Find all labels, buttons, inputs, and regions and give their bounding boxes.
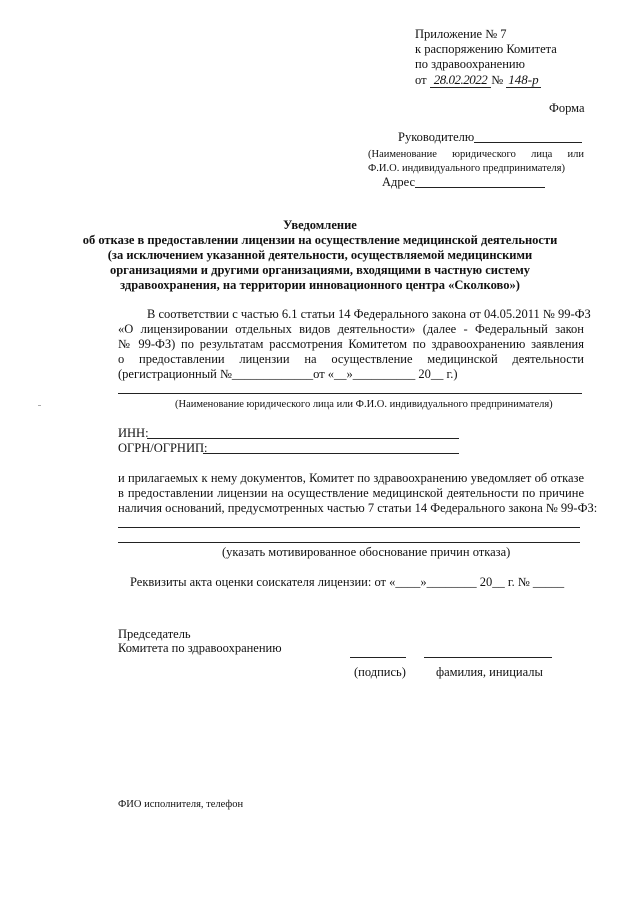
name-label: фамилия, инициалы [436, 665, 543, 679]
ogrn-line [203, 453, 459, 454]
signature-position-2: Комитета по здравоохранению [118, 641, 282, 655]
title-line-1: Уведомление [283, 218, 357, 232]
body1-line-2: «О лицензировании отдельных видов деятельности» (далее - Федеральный закон [118, 322, 584, 336]
body1-line-5: (регистрационный №_____________от «__»__________ 20__ г.) [118, 367, 458, 381]
ogrn-label: ОГРН/ОГРНИП: [118, 441, 208, 455]
name-line [424, 657, 552, 658]
reason-line-1 [118, 527, 580, 528]
addressee-to-label: Руководителю [398, 130, 475, 144]
applicant-note: (Наименование юридического лица или Ф.И.О. индивидуального предпринимателя) [175, 399, 553, 410]
body1-line-3: № 99-ФЗ) по результатам рассмотрения Комитетом по здравоохранению заявления [118, 337, 584, 351]
handwritten-date: 28.02.2022 [430, 72, 492, 88]
appendix-line-3: по здравоохранению [415, 57, 525, 71]
scan-speck [38, 405, 41, 406]
handwritten-number: 148-р [508, 72, 539, 87]
act-details: Реквизиты акта оценки соискателя лицензии: от «____»________ 20__ г. № _____ [130, 575, 565, 589]
appendix-date-line [415, 72, 541, 88]
addressee-name-line [474, 142, 582, 143]
addressee-note-1: (Наименование юридического лица или [368, 149, 584, 160]
addressee-note-2: Ф.И.О. индивидуального предпринимателя) [368, 163, 565, 174]
title-line-4: организациями и другими организациями, входящими в частную систему [109, 263, 530, 277]
signature-line [350, 657, 406, 658]
reason-note: (указать мотивированное обоснование причин отказа) [222, 545, 511, 559]
appendix-line-1: Приложение № 7 [415, 27, 507, 41]
body2-line-3: наличия оснований, предусмотренных частью 7 статьи 14 Федерального закона № 99-ФЗ: [118, 501, 598, 515]
body2-line-2: в предоставлении лицензии на осуществление медицинской деятельности по причине [118, 486, 584, 500]
body2-line-1: и прилагаемых к нему документов, Комитет по здравоохранению уведомляет об отказе [118, 471, 584, 485]
address-label: Адрес [382, 175, 416, 189]
signature-label: (подпись) [354, 665, 406, 679]
form-label: Форма [549, 101, 585, 115]
appendix-line-2: к распоряжению Комитета [415, 42, 557, 56]
address-line [415, 187, 545, 188]
appendix-date-prefix: от [415, 73, 427, 87]
body1-line-1: В соответствии с частью 6.1 статьи 14 Федерального закона от 04.05.2011 № 99-ФЗ [147, 307, 591, 321]
title-line-5: здравоохранения, на территории инновационного центра «Сколково») [120, 278, 520, 292]
signature-position-1: Председатель [118, 627, 191, 641]
applicant-name-line [118, 393, 582, 394]
inn-label: ИНН: [118, 426, 149, 440]
body1-line-4: о предоставлении лицензии на осуществление медицинской деятельности [118, 352, 584, 366]
executor-note: ФИО исполнителя, телефон [118, 799, 244, 810]
title-line-2: об отказе в предоставлении лицензии на осуществление медицинской деятельности [82, 233, 558, 247]
inn-line [147, 438, 459, 439]
reason-line-2 [118, 542, 580, 543]
title-line-3: (за исключением указанной деятельности, осуществляемой медицинскими [107, 248, 533, 262]
appendix-number-sign: № [491, 73, 504, 87]
